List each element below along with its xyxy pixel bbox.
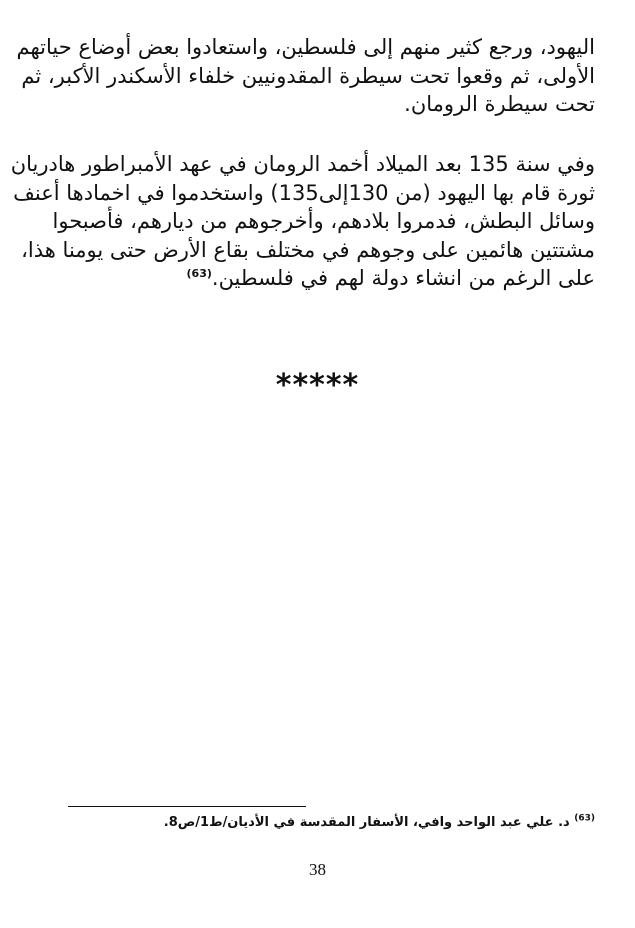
footnote-text: د. علي عبد الواحد وافي، الأسفار المقدسة في الأديان/ط1/ص8. — [163, 815, 570, 830]
page-number: 38 — [309, 860, 326, 879]
footnote-number: (63) — [574, 813, 595, 824]
paragraph-2 — [10, 150, 595, 293]
text-line: وسائل البطش، فدمروا بلادهم، وأخرجوهم من ديارهم، فأصبحوا — [52, 209, 595, 233]
text-line-last — [40, 264, 595, 293]
text-line: مشتتين هائمين على وجوهم في مختلف بقاع الأرض حتى يومنا هذا، — [21, 237, 595, 262]
text-line-content: على الرغم من انشاء دولة لهم في فلسطين. — [211, 266, 595, 290]
paragraph-1 — [16, 33, 595, 119]
footnote-reference: (63) — [186, 267, 212, 280]
section-separator: ***** — [275, 368, 360, 403]
text-line: ثورة قام بها اليهود (من 130إلى135) واستخدموا في اخمادها أعنف — [13, 180, 595, 205]
footnote-divider — [68, 806, 306, 807]
text-line: الأولى، ثم وقعوا تحت سيطرة المقدونيين خلفاء الأسكندر الأكبر، ثم — [21, 63, 595, 88]
text-line: اليهود، ورجع كثير منهم إلى فلسطين، واستعادوا بعض أوضاع حياتهم — [16, 35, 595, 59]
text-line: وفي سنة 135 بعد الميلاد أخمد الرومان في عهد الأمبراطور هادريان — [10, 152, 595, 176]
text-line: تحت سيطرة الرومان. — [404, 92, 595, 116]
footnote — [40, 815, 595, 830]
